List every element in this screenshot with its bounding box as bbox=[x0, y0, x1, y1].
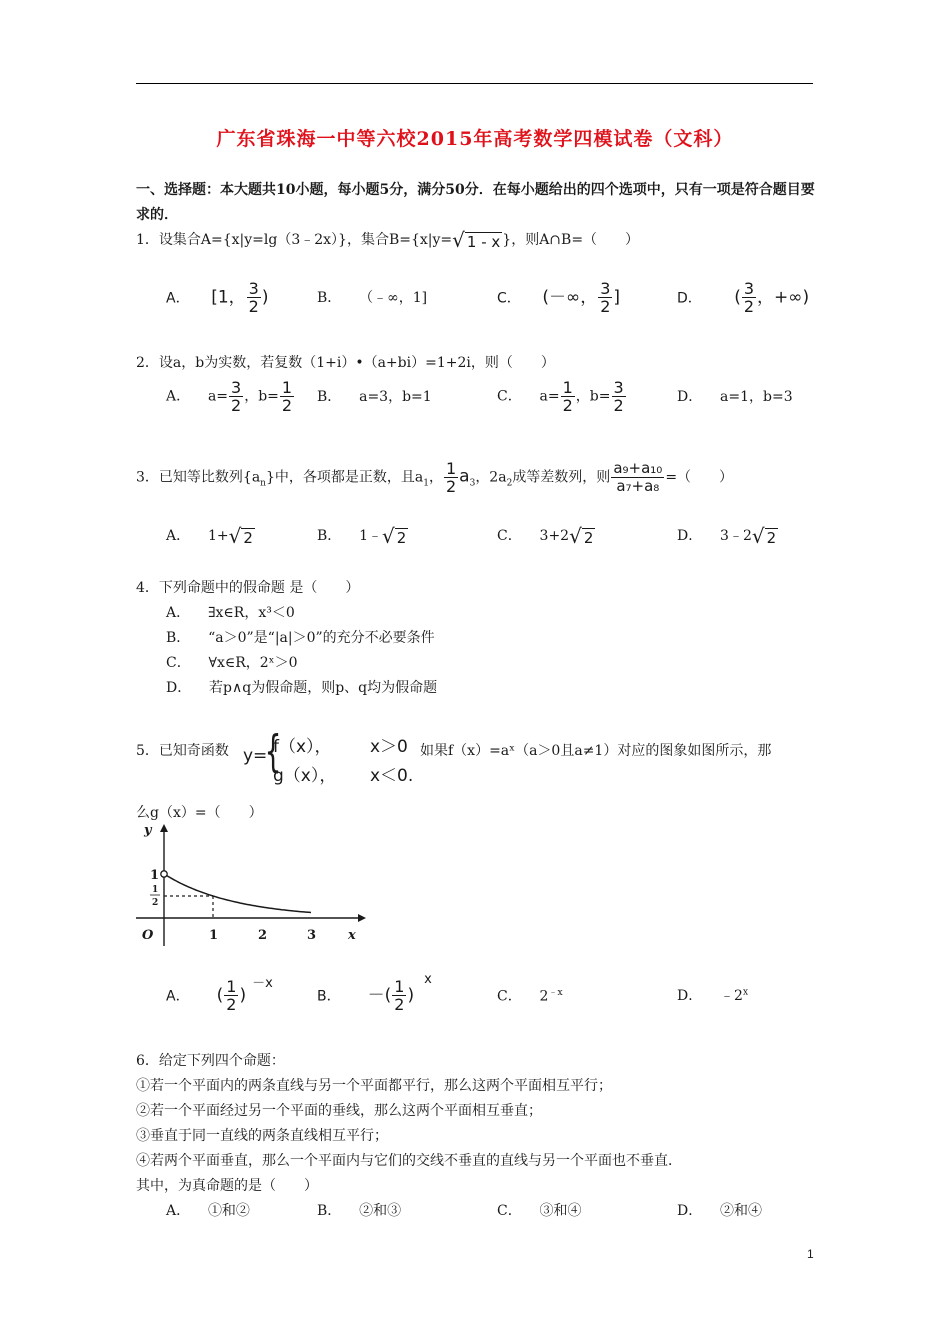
q3-stem: 3．已知等比数列$\{a_n\}$中，各项都是正数，且$a_1$， $\frac{1}{2}$ $a_3$，$2a_2$成等差数列，则 $\frac{\text{a₉+a₁₀}}{\text{a₇+a₈}}$ =（ ） bbox=[136, 459, 734, 496]
origin-label: O bbox=[142, 928, 154, 943]
q4-option-a[interactable]: A． ∃x∈R，x³＜0 bbox=[166, 605, 295, 621]
y-tick-frac-num: 1 bbox=[152, 885, 159, 895]
q1-stem bbox=[136, 228, 639, 252]
page-title: 广东省珠海一中等六校2015年高考数学四模试卷（文科） bbox=[216, 128, 734, 150]
section-heading: 一、选择题：本大题共10小题，每小题5分，满分50分．在每小题给出的四个选项中，只有一项是符合题目要求的． bbox=[136, 182, 815, 223]
q6-option-c[interactable]: C． ③和④ bbox=[497, 1203, 582, 1219]
q2-option-b[interactable]: B． a=3，b=1 bbox=[317, 389, 432, 405]
q5-stem-a: 5．已知奇函数 bbox=[136, 743, 229, 759]
q6-item: ③垂直于同一直线的两条直线相互平行； bbox=[136, 1128, 388, 1144]
piecewise-brace: { bbox=[264, 726, 282, 777]
q6-option-a[interactable]: A． ①和② bbox=[166, 1203, 250, 1219]
x-axis-label: x bbox=[348, 928, 356, 943]
q4-option-c[interactable]: C． ∀x∈R，2ˣ＞0 bbox=[166, 655, 298, 671]
q5-option-d[interactable]: D． ﹣2$^x$ bbox=[677, 987, 749, 1004]
q1-stem-part-a: 1．设集合A={x|y=lg（3﹣2x）}，集合B={x|y= bbox=[136, 232, 453, 248]
q1-stem-part-b: }，则A∩B=（ ） bbox=[502, 232, 640, 248]
header-rule bbox=[136, 83, 813, 84]
q3-option-b[interactable]: B． 1﹣√ 2 bbox=[317, 524, 407, 548]
x-tick-label: 1 bbox=[209, 928, 219, 943]
q5-option-b[interactable]: B． －( $\frac{1}{2}$ )$^x$ bbox=[317, 972, 432, 1014]
q6-stem: 6．给定下列四个命题： bbox=[136, 1053, 285, 1069]
q3-option-a[interactable]: A． 1+√ 2 bbox=[166, 524, 253, 548]
q1-sqrt: √ 1 - x bbox=[452, 228, 501, 252]
y-tick-label: 1 bbox=[150, 868, 160, 883]
q5-option-a[interactable]: A． ( $\frac{1}{2}$ )$^{-x}$ bbox=[166, 976, 273, 1014]
q3-ratio-frac: $\frac{\text{a₉+a₁₀}}{\text{a₇+a₈}}$ bbox=[613, 459, 663, 495]
x-axis-arrow-icon bbox=[358, 914, 366, 922]
q3-half-frac: $\frac{1}{2}$ bbox=[445, 459, 457, 496]
x-tick-label: 3 bbox=[307, 928, 317, 943]
q6-item: ④若两个平面垂直，那么一个平面内与它们的交线不垂直的直线与另一个平面也不垂直． bbox=[136, 1153, 682, 1169]
q6-item: ②若一个平面经过另一个平面的垂线，那么这两个平面相互垂直； bbox=[136, 1103, 542, 1119]
y-axis-arrow-icon bbox=[160, 824, 168, 832]
q1-option-a[interactable]: A． [1， $\frac{3}{2}$ ) bbox=[166, 279, 269, 316]
page-number: 1 bbox=[807, 1247, 814, 1261]
q3-option-c[interactable]: C． 3+2√ 2 bbox=[497, 524, 594, 548]
q1-option-d[interactable]: D． ( $\frac{3}{2}$ ，+∞) bbox=[677, 279, 810, 316]
y-axis-label: y bbox=[144, 823, 152, 838]
open-point bbox=[161, 871, 167, 877]
q1-option-b[interactable]: B． （﹣∞，1] bbox=[317, 290, 428, 306]
q6-option-d[interactable]: D． ②和④ bbox=[677, 1203, 763, 1219]
q1-option-c[interactable]: C． (－∞， $\frac{3}{2}$ ] bbox=[497, 279, 621, 316]
q4-stem: 4．下列命题中的假命题 是（ ） bbox=[136, 580, 360, 596]
q6-option-b[interactable]: B． ②和③ bbox=[317, 1203, 402, 1219]
q2-option-a[interactable]: A． a= $\frac{3}{2}$ ，b= $\frac{1}{2}$ bbox=[166, 378, 293, 415]
q5-stem-c: 么g（x）=（ ） bbox=[136, 805, 263, 821]
y-tick-frac-den: 2 bbox=[152, 898, 159, 908]
q6-tail: 其中，为真命题的是（ ） bbox=[136, 1178, 318, 1194]
q3-option-d[interactable]: D． 3﹣2√ 2 bbox=[677, 524, 777, 548]
q5-graph bbox=[130, 820, 370, 950]
q2-option-c[interactable]: C． a= $\frac{1}{2}$ ，b= $\frac{3}{2}$ bbox=[497, 378, 624, 415]
q6-item: ①若一个平面内的两条直线与另一个平面都平行，那么这两个平面相互平行； bbox=[136, 1078, 612, 1094]
q4-option-b[interactable]: B． “a＞0”是“|a|＞0”的充分不必要条件 bbox=[166, 630, 435, 646]
x-tick-label: 2 bbox=[258, 928, 268, 943]
q5-option-c[interactable]: C． $2^{﹣x}$ bbox=[497, 988, 563, 1005]
q5-stem-b: 如果f（x）=aˣ（a＞0且a≠1）对应的图象如图所示，那 bbox=[420, 743, 772, 759]
q2-stem: 2．设a，b为实数，若复数（1+i）•（a+bi）=1+2i，则（ ） bbox=[136, 355, 555, 371]
q4-option-d[interactable]: D． 若p∧q为假命题，则p、q均为假命题 bbox=[166, 680, 438, 696]
curve-line bbox=[164, 874, 311, 913]
q2-option-d[interactable]: D． a=1，b=3 bbox=[677, 389, 793, 405]
